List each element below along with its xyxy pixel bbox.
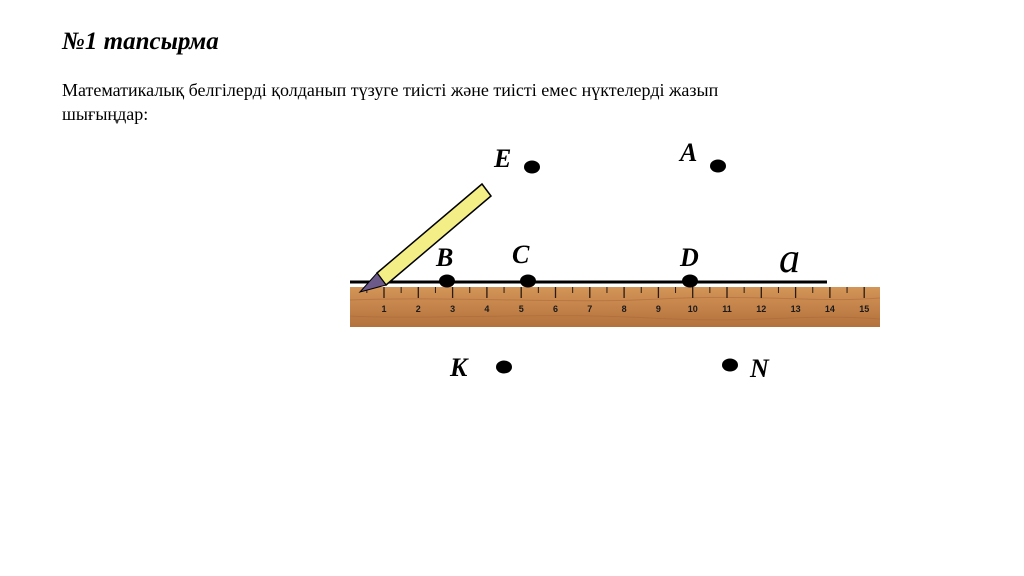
point-c [520,275,536,288]
ruler-number: 5 [518,304,524,314]
ruler-number: 6 [552,304,559,314]
point-k [496,361,512,374]
task-text-line-2: шығыңдар: [62,104,149,124]
ruler [350,287,880,327]
point-b [439,275,455,288]
point-d-label: D [680,243,699,272]
ruler-number: 13 [790,304,801,314]
ruler-numbers [381,304,869,314]
ruler-number: 8 [621,304,627,314]
point-b-label: B [436,243,454,272]
point-e-label: E [494,144,512,173]
point-d [682,275,698,288]
ruler-number: 10 [687,304,698,314]
ruler-number: 12 [756,304,767,314]
task-text-line-1: Математикалық белгілерді қолданып түзуге тиісті және тиісті емес нүктелерді жазып [62,80,719,100]
ruler-number: 11 [722,304,732,314]
point-c-label: C [512,240,530,269]
point-a-label: A [680,138,698,167]
line-a-label: a [779,236,800,282]
ruler-number: 2 [415,304,421,314]
point-n [722,359,738,372]
pencil-icon [360,184,491,292]
point-k-label: K [450,353,468,382]
ruler-number: 14 [824,304,835,314]
ruler-number: 9 [655,304,661,314]
point-a [710,160,726,173]
ruler-number: 4 [484,304,490,314]
ruler-number: 3 [450,304,456,314]
point-e [524,161,540,174]
ruler-number: 15 [859,304,870,314]
point-n-label: N [750,354,769,383]
pencil-body [377,184,491,285]
ruler-number: 1 [381,304,387,314]
ruler-number: 7 [587,304,593,314]
slide-title: №1 тапсырма [62,28,219,55]
